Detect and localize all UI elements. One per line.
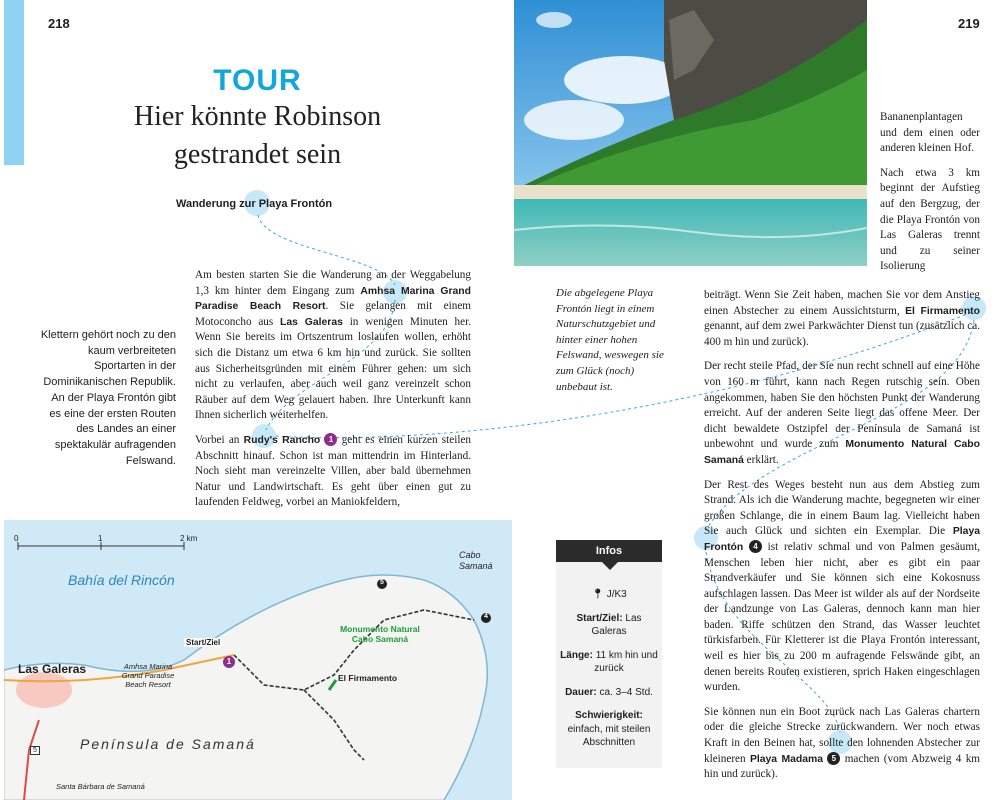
map-label-start: Start/Ziel	[186, 638, 221, 647]
info-difficulty: Schwierigkeit: einfach, mit steilen Abschnitten	[567, 710, 651, 748]
page-number-right: 219	[958, 16, 980, 31]
paragraph: beiträgt. Wenn Sie Zeit haben, machen Sie vor dem Anstieg einen Abstecher zu einem Aussichtsturm, El Firmamento genannt, auf dem zwei Parkwächter Dienst tun (zusätzlich ca. 400 m hin und zurück).	[704, 289, 980, 348]
body-column-2	[704, 288, 980, 792]
route-map	[4, 520, 512, 800]
map-label-monumento: Monumento Natural Cabo Samaná	[340, 624, 420, 644]
map-label-santa: Santa Bárbara de Samaná	[56, 782, 145, 791]
paragraph: Bananenplantagen und dem einen oder anderen kleinen Hof.	[880, 111, 980, 155]
page-number-left: 218	[48, 16, 70, 31]
map-label-bay: Bahía del Rincón	[68, 572, 175, 588]
info-start: Start/Ziel: Las Galeras	[576, 612, 642, 637]
map-label-town: Las Galeras	[18, 662, 87, 676]
map-graphic	[4, 520, 512, 800]
map-stop-badge: 4	[484, 613, 488, 620]
map-label-resort: Amhsa Marina Grand Paradise Beach Resort	[121, 662, 175, 689]
paragraph: Sie können nun ein Boot zurück nach Las Galeras chartern oder die gleiche Strecke zurückwandern. Wer noch etwas Kraft in den Beinen hat, sollte den lohnenden Abstecher zur kleineren Playa Madama 5 machen (vom Abzweig 4 km hin und zurück).	[704, 705, 981, 781]
tour-subtitle: Wanderung zur Playa Frontón	[176, 198, 333, 210]
scale-label: 1	[98, 534, 103, 543]
title-line-1: Hier könnte Robinson	[133, 101, 382, 132]
stop-number-badge: 1	[324, 433, 337, 446]
paragraph: Am besten starten Sie die Wanderung an der Weggabelung 1,3 km hinter dem Eingang zum Amhsa Marina Grand Paradise Beach Resort. Sie gelangen mit einem Motoconcho aus Las Galeras in wenigen Minuten her. Wenn Sie bereits im Ortszentrum loslaufen wollen, erhöht sich die Distanz um etwa 6 km hin und zurück. Sie sollten aus Sicherheitsgründen mit einem Führer gehen: um sich nicht zu verlaufen, aber auch weil ganz vereinzelt schon Räuber auf dem Weg gelauert haben. Ihre Unterkunft kann Ihnen sicherlich weiterhelfen.	[195, 269, 471, 422]
info-duration: Dauer: ca. 3–4 Std.	[565, 686, 653, 698]
info-heading: Infos	[556, 540, 662, 562]
scale-label: 0	[14, 534, 19, 543]
info-grid: 📍︎ J/K3	[591, 589, 627, 600]
map-road-number: 5	[30, 746, 40, 755]
paragraph: Vorbei an Rudy's Rancho 1 geht es einen kurzen steilen Abschnitt hinauf. Schon ist man mittendrin im Hinterland. Noch sieht man vereinzelte Villen, aber bald übernehmen Natur und Landwirtschaft. Es geht über einen gut zu laufenden Feldweg, vorbei an Maniokfeldern,	[195, 433, 472, 509]
map-stop-badge: 1	[226, 657, 232, 666]
stop-number-badge: 5	[827, 752, 840, 765]
map-label-firmamento: El Firmamento	[338, 673, 398, 683]
tour-label: TOUR	[213, 64, 302, 97]
title-line-2: gestrandet sein	[173, 139, 342, 170]
map-pin-icon: 📍︎	[591, 589, 604, 600]
map-label-cabo: Cabo Samaná	[459, 550, 493, 571]
info-box	[556, 540, 662, 768]
photo-caption: Die abgelegene Playa Frontón liegt in einem Naturschutzgebiet und hinter einer hohen Felswand, weswegen sie zum Glück (noch) unbebaut ist.	[556, 287, 664, 393]
map-label-peninsula: Península de Samaná	[80, 736, 256, 752]
paragraph: Der Rest des Weges besteht nun aus dem Abstieg zum Strand. Als ich die Wanderung machte, begegneten wir einer großen Schlange, die in einem Baum lag. Vielleicht haben Sie auch Glück und sichten ein Exemplar. Die Playa Frontón 4 ist relativ schmal und von Palmen gesäumt, Menschen leben hier nicht, aber es gibt ein paar Strandverkäufer und Sie können sich eine Kokosnuss aufschlagen lassen. Das Meer ist wilder als auf der Nordseite der Landzunge von Las Galeras, dennoch kann man hier baden. Riffe schützen den Strand, das Wasser leuchtet türkisfarben. Für Kletterer ist die Playa Frontón interessant, weil es hier bis zu 200 m aufragende Felswände gibt, an denen bereits Routen existieren, sprich Haken eingeschlagen wurden.	[704, 478, 980, 694]
body-column-1	[195, 268, 471, 520]
paragraph: Nach etwa 3 km beginnt der Aufstieg auf den Bergzug, der die Playa Frontón von Las Galeras trennt und zu seiner Isolierung	[880, 166, 980, 273]
info-length: Länge: 11 km hin und zurück	[560, 649, 658, 674]
beach-photo	[514, 0, 867, 266]
scale-label: 2 km	[180, 534, 198, 543]
map-stop-badge: 5	[380, 579, 384, 586]
paragraph: Der recht steile Pfad, der Sie nun recht schnell auf eine Höhe von 160 m führt, kann nach Regen rutschig sein. Oben angekommen, haben Sie den höchsten Punkt der Wanderung erreicht. Auf der anderen Seite liegt das offene Meer. Der dicht bewaldete Ostzipfel der Península de Samaná ist unbewohnt und wurde zum Monumento Natural Cabo Samaná erklärt.	[704, 360, 981, 466]
body-column-right-side	[880, 110, 980, 284]
margin-note: Klettern gehört noch zu den kaum verbreiteten Sportarten in der Dominikanischen Republik. An der Playa Frontón gibt es eine der ersten Routen des Landes an einer spektakulär aufragenden Felswand.	[40, 329, 176, 467]
stop-number-badge: 4	[749, 540, 762, 553]
